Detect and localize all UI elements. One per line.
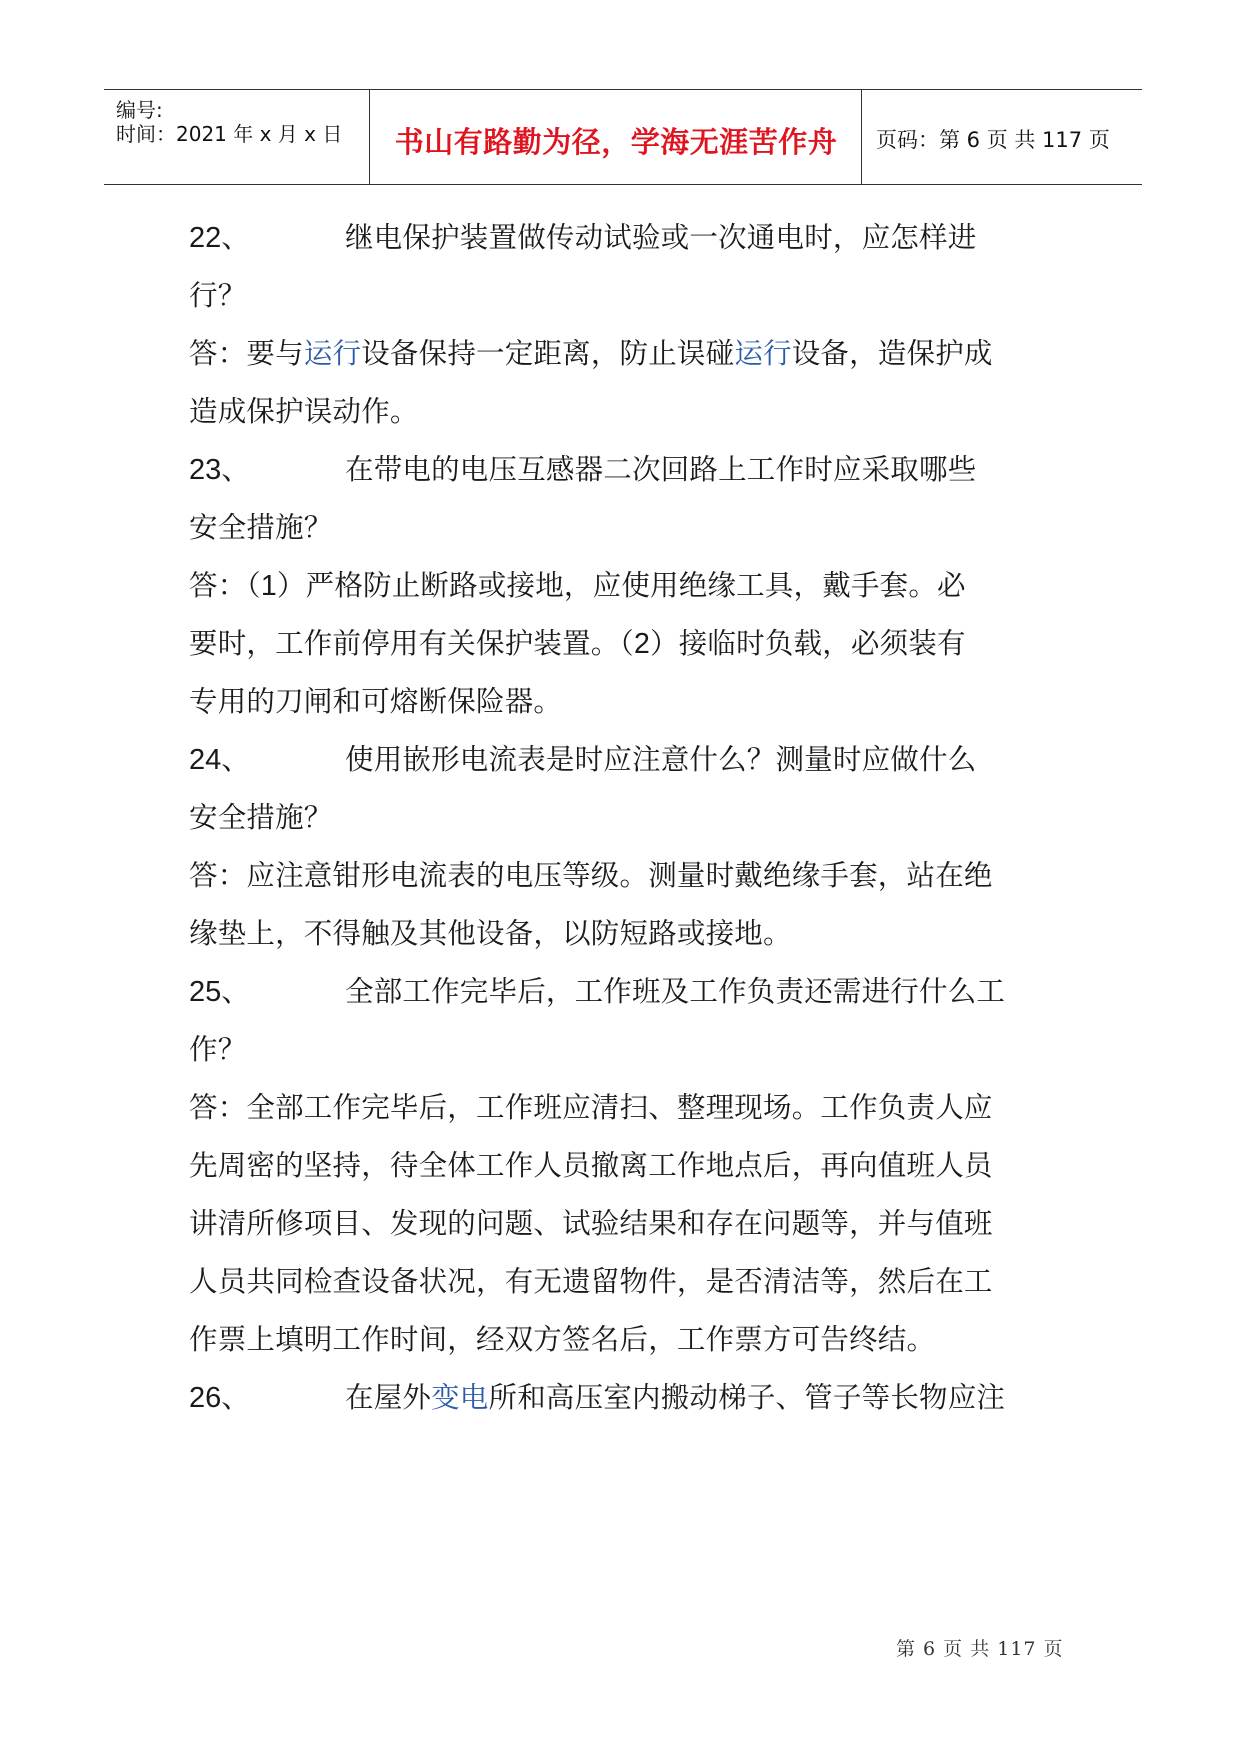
- question-text: 使用嵌形电流表是时应注意什么？测量时应做什么: [345, 743, 977, 776]
- answer-line: 专用的刀闸和可熔断保险器。: [189, 685, 563, 718]
- question-number: 22、: [189, 222, 251, 254]
- answer-text: 设备，造保护成: [791, 337, 993, 370]
- answer-line: 先周密的坚持，待全体工作人员撤离工作地点后，再向值班人员: [189, 1149, 993, 1182]
- answer-line: 造成保护误动作。: [189, 395, 419, 428]
- header-motto-cell: [370, 90, 862, 184]
- motto-text: 书山有路勤为径，学海无涯苦作舟: [394, 125, 838, 159]
- question-number: 23、: [189, 454, 251, 486]
- question-text: 在带电的电压互感器二次回路上工作时应采取哪些: [345, 453, 977, 486]
- question-number: 25、: [189, 976, 251, 1008]
- question-text-cont: 作？: [189, 1033, 247, 1066]
- answer-text: ）严格防止断路或接地，应使用绝缘工具，戴手套。必: [276, 569, 966, 602]
- answer-number: 2: [633, 628, 651, 660]
- question-text-part: 在屋外: [345, 1381, 432, 1414]
- answer-text: 设备保持一定距离，防止误碰: [361, 337, 735, 370]
- time-label: 时间：2021 年 x 月 x 日: [116, 122, 343, 146]
- answer-number: 1: [260, 570, 277, 602]
- answer-line: [189, 566, 966, 606]
- answer-line: 答：应注意钳形电流表的电压等级。测量时戴绝缘手套，站在绝: [189, 859, 993, 892]
- answer-line: 答：全部工作完毕后，工作班应清扫、整理现场。工作负责人应: [189, 1091, 993, 1124]
- question-number: 24、: [189, 744, 251, 776]
- term-link[interactable]: 变电: [431, 1381, 489, 1414]
- answer-line: 缘垫上，不得触及其他设备，以防短路或接地。: [189, 917, 792, 950]
- header-meta-cell: [104, 90, 370, 184]
- term-link[interactable]: 运行: [734, 337, 792, 370]
- page-footer: 第 6 页 共 117 页: [896, 1638, 1064, 1660]
- question-text-cont: 安全措施？: [189, 511, 333, 544]
- question-text: 全部工作完毕后，工作班及工作负责还需进行什么工: [345, 975, 1006, 1008]
- question-text-part: 所和高压室内搬动梯子、管子等长物应注: [488, 1381, 1006, 1414]
- term-link[interactable]: 运行: [303, 337, 362, 370]
- answer-line: 讲清所修项目、发现的问题、试验结果和存在问题等，并与值班: [189, 1207, 993, 1240]
- answer-text: 要时，工作前停用有关保护装置。（: [189, 627, 634, 660]
- answer-line: [189, 624, 966, 664]
- answer-line: [189, 334, 993, 374]
- answer-line: 人员共同检查设备状况，有无遗留物件，是否清洁等，然后在工: [189, 1265, 993, 1298]
- header-page-cell: [862, 90, 1142, 184]
- question-text: [345, 1378, 1005, 1418]
- document-header: [104, 89, 1142, 185]
- header-page-info: 页码：第 6 页 共 117 页: [876, 128, 1110, 152]
- question-text-cont: 行？: [189, 279, 247, 312]
- answer-text: ）接临时负载，必须装有: [650, 627, 966, 660]
- answer-line: 作票上填明工作时间，经双方签名后，工作票方可告终结。: [189, 1323, 936, 1356]
- question-number: 26、: [189, 1382, 251, 1414]
- question-text-cont: 安全措施？: [189, 801, 333, 834]
- answer-text: 答：（: [189, 569, 261, 602]
- question-text: 继电保护装置做传动试验或一次通电时，应怎样进: [345, 221, 977, 254]
- answer-text: 答：要与: [189, 337, 304, 370]
- serial-label: 编号:: [116, 98, 163, 122]
